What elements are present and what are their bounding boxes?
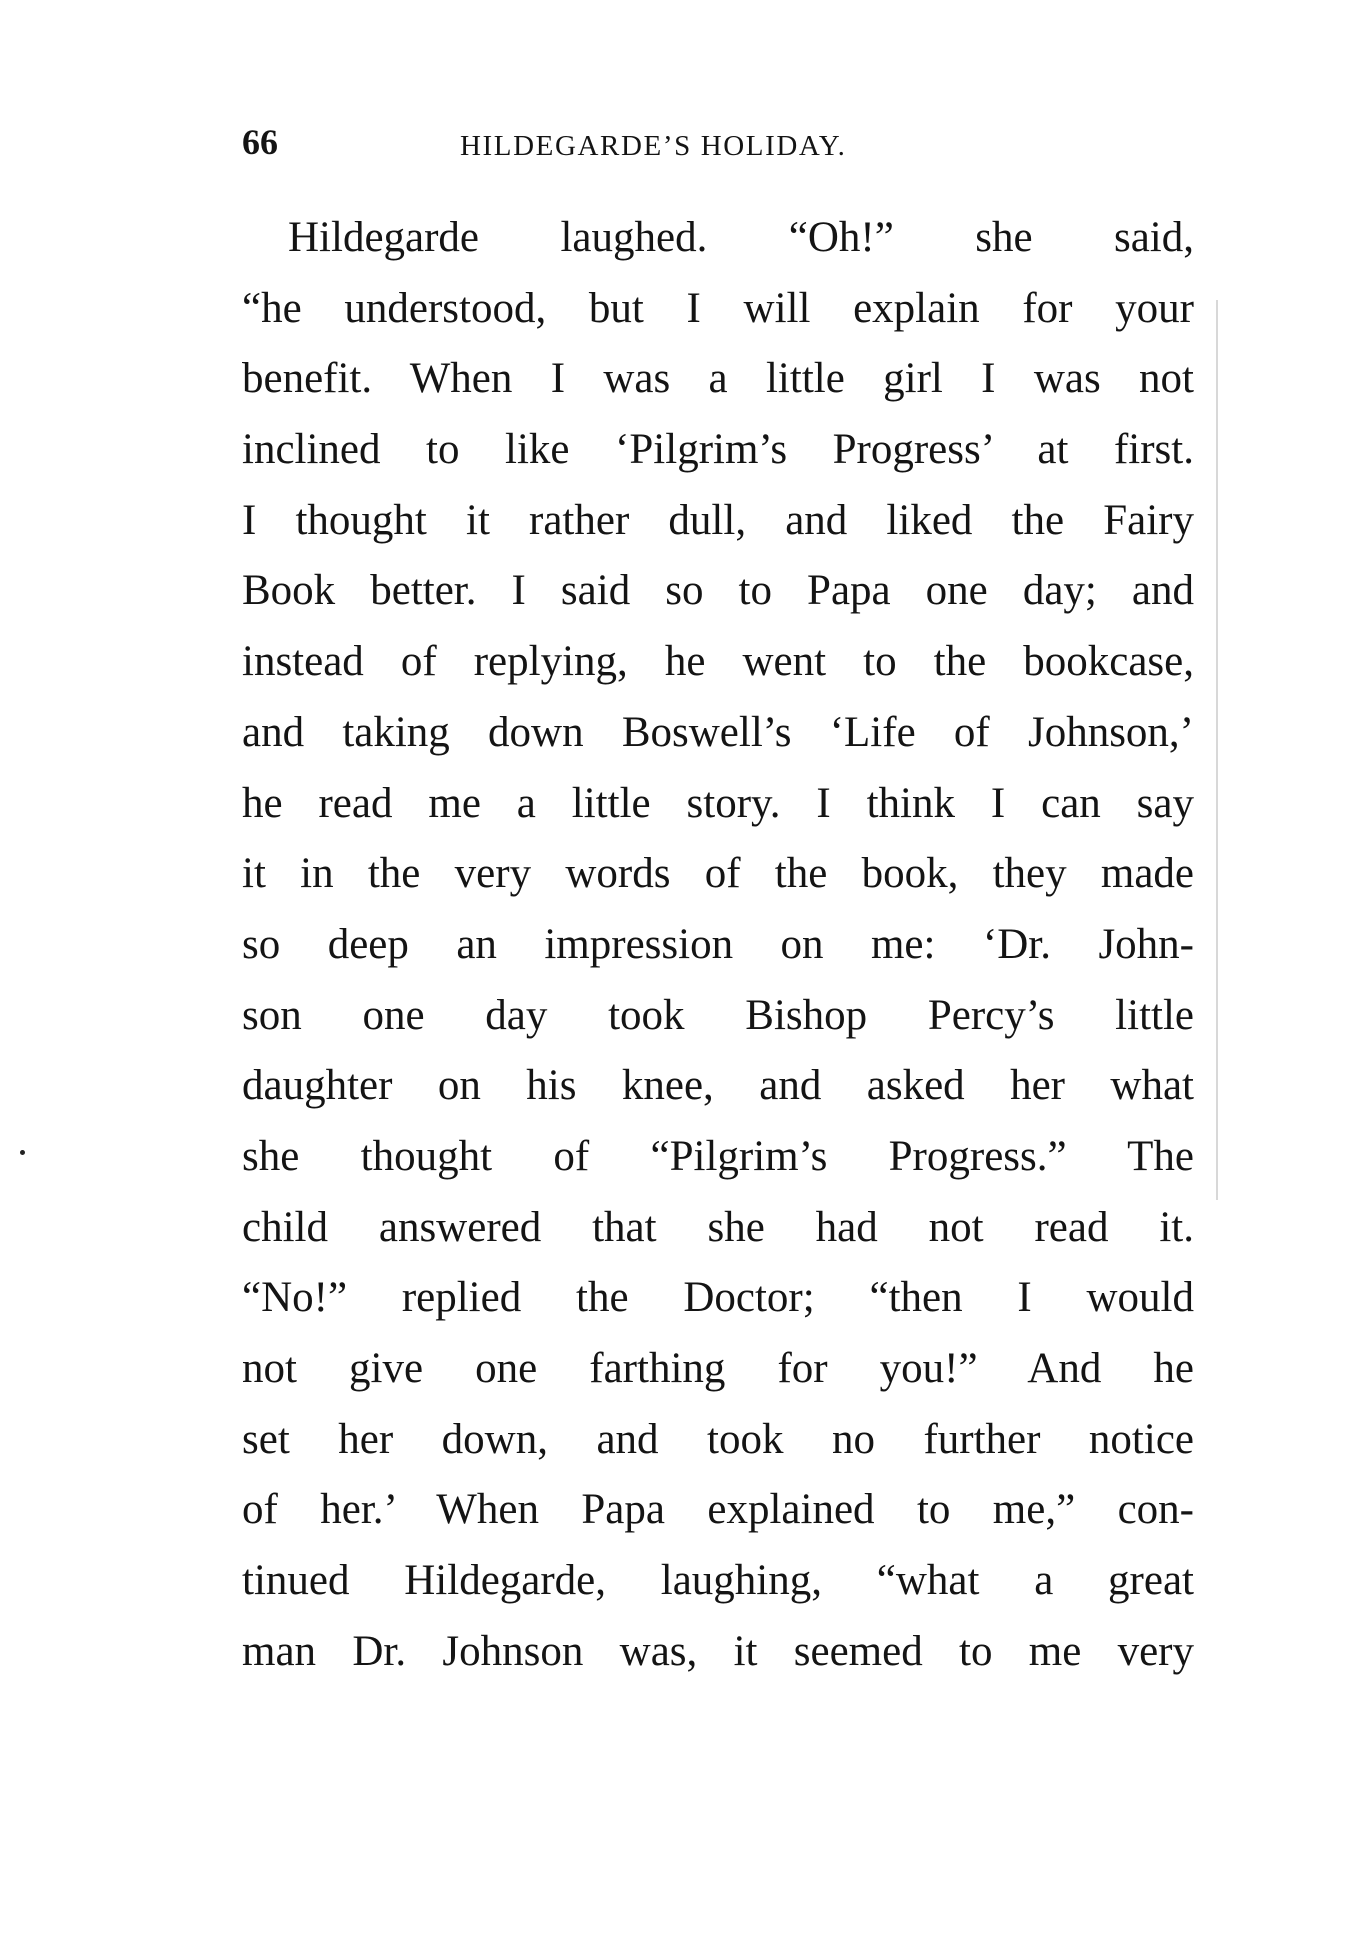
text-line: she thought of “Pilgrim’s Progress.” The: [242, 1132, 1194, 1180]
ink-speck: [20, 1150, 25, 1155]
page-edge-shadow: [1216, 300, 1218, 1200]
text-line: so deep an impression on me: ‘Dr. John-: [242, 920, 1194, 968]
text-line: he read me a little story. I think I can say: [242, 779, 1194, 827]
text-line: set her down, and took no further notice: [242, 1415, 1194, 1463]
text-line: instead of replying, he went to the bookcase,: [242, 638, 1194, 686]
text-line: Book better. I said so to Papa one day; and: [242, 567, 1194, 615]
body-text: [242, 203, 1194, 1687]
text-line: daughter on his knee, and asked her what: [242, 1062, 1194, 1110]
text-line: not give one farthing for you!” And he: [242, 1345, 1194, 1392]
text-line: “he understood, but I will explain for your: [242, 284, 1194, 332]
text-line: inclined to like ‘Pilgrim’s Progress’ at first.: [242, 426, 1194, 474]
text-line: tinued Hildegarde, laughing, “what a great: [242, 1557, 1194, 1605]
text-line: son one day took Bishop Percy’s little: [242, 991, 1194, 1039]
text-line: of her.’ When Papa explained to me,” con-: [242, 1486, 1194, 1534]
text-line: Hildegarde laughed. “Oh!” she said,: [288, 214, 1194, 261]
text-line: and taking down Boswell’s ‘Life of Johnson,’: [242, 708, 1194, 756]
running-title: HILDEGARDE’S HOLIDAY.: [460, 130, 847, 162]
running-head: [242, 122, 1202, 172]
text-line: “No!” replied the Doctor; “then I would: [242, 1274, 1194, 1322]
page-number: 66: [242, 122, 278, 162]
text-line: man Dr. Johnson was, it seemed to me very: [242, 1627, 1194, 1675]
text-line: I thought it rather dull, and liked the Fairy: [242, 496, 1194, 544]
text-line: benefit. When I was a little girl I was not: [242, 355, 1194, 403]
text-line: child answered that she had not read it.: [242, 1203, 1194, 1251]
text-line: it in the very words of the book, they made: [242, 850, 1194, 898]
